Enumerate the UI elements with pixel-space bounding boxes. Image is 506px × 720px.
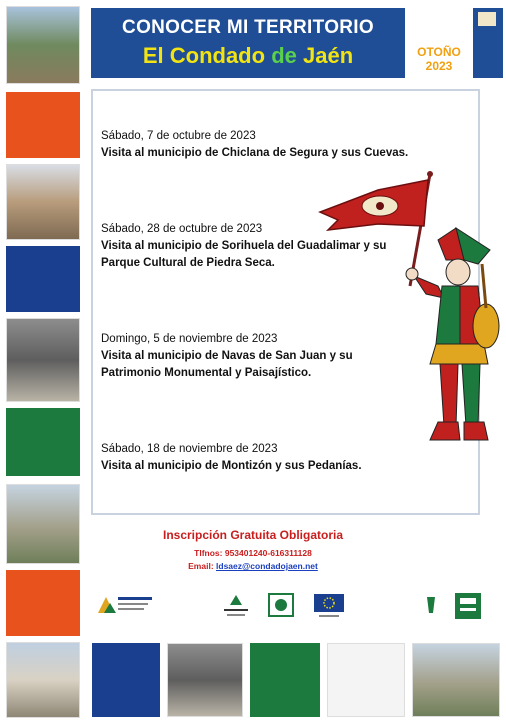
asodeco-logo [94,593,154,617]
event-date: Domingo, 5 de noviembre de 2023 [101,333,278,345]
registration-phone: Tlfnos: 953401240-616311128 [194,548,312,558]
blue-block [6,246,80,312]
village-photo [6,164,80,240]
title-main: CONOCER MI TERRITORIO [122,17,374,38]
blue-block-bottom [92,643,160,717]
registration-title: Inscripción Gratuita Obligatoria [162,528,344,542]
email-link[interactable]: ldsaez@condadojaen.net [216,561,318,571]
cave-photo [6,318,80,402]
event-date: Sábado, 28 de octubre de 2023 [101,223,263,235]
event-description: Visita al municipio de Chiclana de Segura y sus Cuevas. [101,147,409,159]
junta-andalucia-logo [218,593,254,619]
church-photo [6,642,80,718]
green-block-bottom [250,643,320,717]
caja-rural-logo [455,593,481,619]
orange-block [6,92,80,158]
event-item [101,128,441,162]
event-description: Visita al municipio de Navas de San Juan y su Patrimonio Monumental y Paisajístico. [101,350,353,379]
title-subtitle: El Condado de Jaén [142,43,354,68]
season-label: OTOÑO 2023 [417,45,461,73]
orange-block-2 [6,570,80,636]
event-item [101,441,441,475]
event-date: Sábado, 7 de octubre de 2023 [101,130,256,142]
leader-logo [268,593,294,617]
event-description: Visita al municipio de Sorihuela del Guadalimar y su Parque Cultural de Piedra Seca. [101,240,387,269]
landscape-photo-1 [6,6,80,84]
event-date: Sábado, 18 de noviembre de 2023 [101,443,278,455]
event-description: Visita al municipio de Montizón y sus Pedanías. [101,460,362,472]
corner-logo [473,8,503,78]
cave-photo-bottom [167,643,243,717]
sketch-image [327,643,405,717]
title-banner [91,8,405,78]
jester-illustration [318,168,500,446]
green-block [6,408,80,476]
castle-photo [412,643,500,717]
registration-email: Email: ldsaez@condadojaen.net [188,561,318,571]
eu-flag-logo [313,593,345,619]
diputacion-logo [423,593,439,617]
